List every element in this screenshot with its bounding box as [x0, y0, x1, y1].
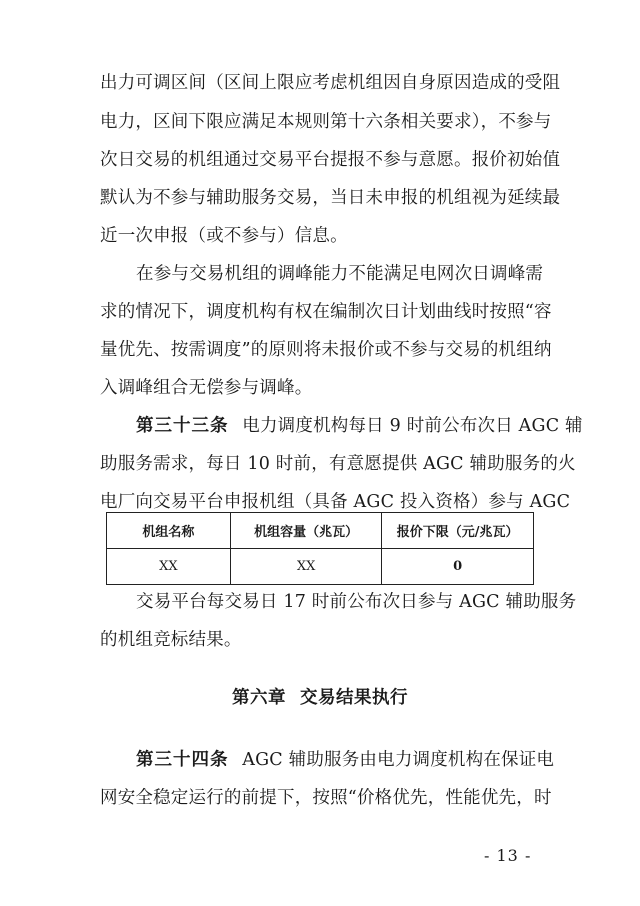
chapter-title: 交易结果执行 — [300, 688, 408, 708]
article-33-label: 第三十三条 — [136, 416, 229, 436]
table-header-cell: 机组容量（兆瓦） — [230, 513, 382, 549]
article-34-text: AGC 辅助服务由电力调度机构在保证电 — [242, 750, 555, 770]
chapter-number: 第六章 — [232, 688, 286, 708]
chapter-heading — [0, 684, 640, 709]
paragraph-line: 电厂向交易平台申报机组（具备 AGC 投入资格）参与 AGC — [100, 492, 571, 512]
page-number: - 13 - — [484, 846, 532, 865]
article-34-label: 第三十四条 — [136, 750, 229, 770]
table-cell: XX — [230, 549, 382, 585]
paragraph-line: 网安全稳定运行的前提下，按照“价格优先，性能优先，时 — [100, 788, 552, 808]
paragraph-line: 出力可调区间（区间上限应考虑机组因自身原因造成的受阻 — [100, 73, 561, 93]
table-cell: 0 — [382, 549, 534, 585]
paragraph-line: 交易平台每交易日 17 时前公布次日参与 AGC 辅助服务 — [136, 592, 577, 612]
article-33-text: 电力调度机构每日 9 时前公布次日 AGC 辅 — [242, 416, 583, 436]
paragraph-line: 量优先、按需调度”的原则将未报价或不参与交易的机组纳 — [100, 340, 552, 360]
paragraph-line: 电力，区间下限应满足本规则第十六条相关要求），不参与 — [100, 112, 552, 132]
table-cell: XX — [107, 549, 231, 585]
table-header-row — [107, 513, 534, 549]
table-row — [107, 549, 534, 585]
paragraph-line: 入调峰组合无偿参与调峰。 — [100, 378, 313, 398]
paragraph-line: 近一次申报（或不参与）信息。 — [100, 226, 348, 246]
bid-floor-table — [106, 512, 534, 585]
table-header-cell: 机组名称 — [107, 513, 231, 549]
paragraph-line: 默认为不参与辅助服务交易，当日未申报的机组视为延续最 — [100, 188, 561, 208]
table-header-cell: 报价下限（元/兆瓦） — [382, 513, 534, 549]
paragraph-line: 次日交易的机组通过交易平台提报不参与意愿。报价初始值 — [100, 150, 561, 170]
paragraph-line: 的机组竞标结果。 — [100, 630, 242, 650]
paragraph-line: 在参与交易机组的调峰能力不能满足电网次日调峰需 — [136, 264, 544, 284]
article-34-first-line — [136, 748, 555, 772]
article-33-first-line — [136, 414, 583, 438]
paragraph-line: 助服务需求，每日 10 时前，有意愿提供 AGC 辅助服务的火 — [100, 454, 576, 474]
paragraph-line: 求的情况下，调度机构有权在编制次日计划曲线时按照“容 — [100, 302, 552, 322]
